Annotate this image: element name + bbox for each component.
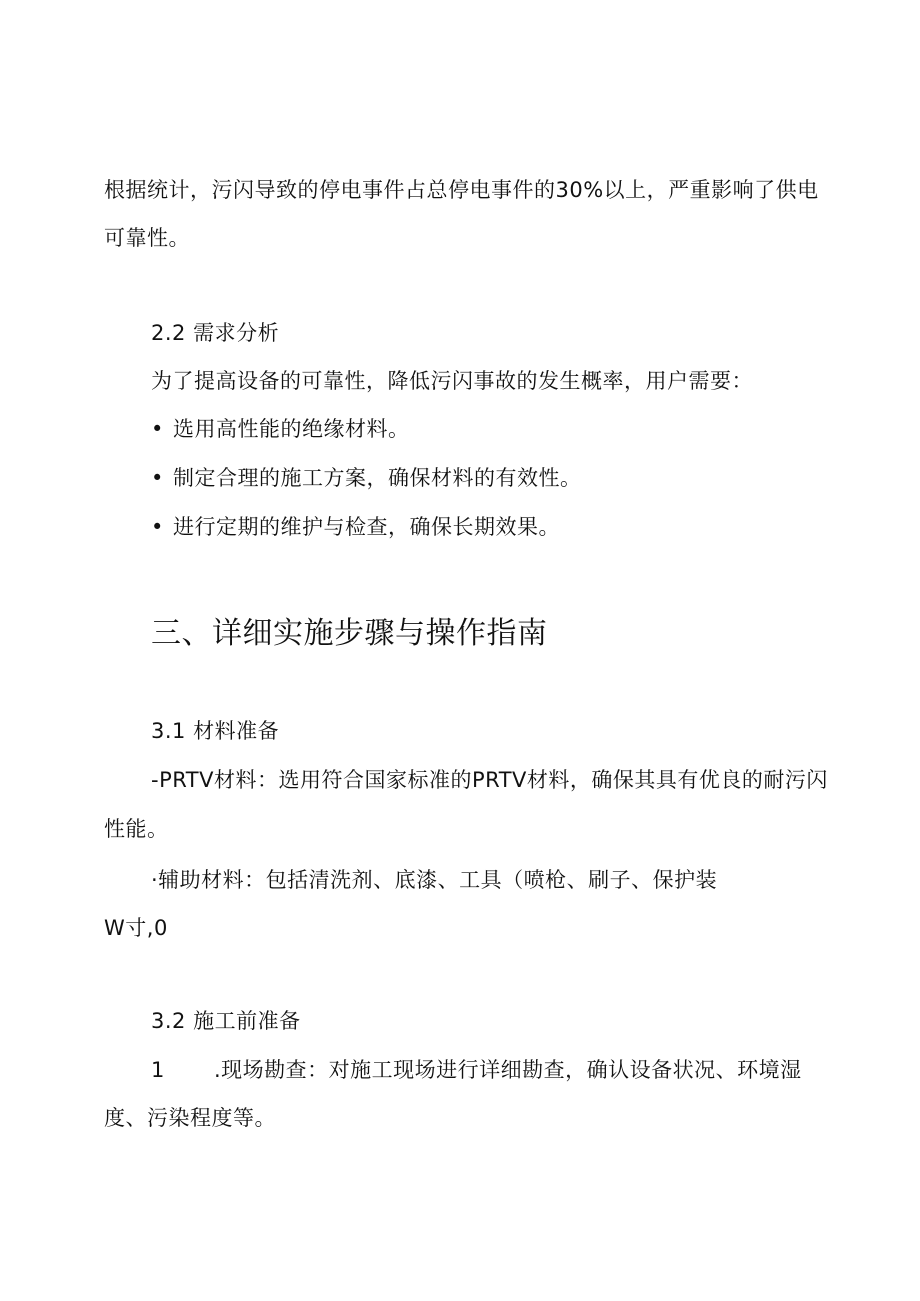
list-item: [151, 513, 560, 541]
section-heading-3-1: 3.1 材料准备: [151, 719, 280, 743]
bullet-marker: •: [151, 466, 164, 490]
list-item: [151, 415, 410, 443]
list-item-text: 选用高性能的绝缘材料。: [173, 417, 410, 441]
section-heading-3-2: 3.2 施工前准备: [151, 1009, 301, 1033]
paragraph-line: .现场勘查：对施工现场进行详细勘查，确认设备状况、环境湿: [214, 1058, 802, 1082]
list-item-text: 进行定期的维护与检查，确保长期效果。: [173, 515, 560, 539]
paragraph-line: W寸,0: [104, 916, 168, 940]
paragraph-line: 性能。: [104, 817, 169, 841]
paragraph-line: -PRTV材料：选用符合国家标准的PRTV材料，确保其具有优良的耐污闪: [151, 768, 828, 792]
paragraph-line: ·辅助材料：包括清洗剂、底漆、工具（喷枪、刷子、保护装: [151, 868, 718, 892]
paragraph-line: 为了提高设备的可靠性，降低污闪事故的发生概率，用户需要：: [151, 369, 753, 393]
bullet-marker: •: [151, 417, 164, 441]
list-item-text: 制定合理的施工方案，确保材料的有效性。: [173, 466, 582, 490]
list-item: [151, 464, 582, 492]
bullet-marker: •: [151, 515, 164, 539]
paragraph-line: 度、污染程度等。: [104, 1106, 276, 1130]
section-heading-2-2: 2.2 需求分析: [151, 321, 280, 345]
paragraph-line: 可靠性。: [104, 226, 190, 250]
paragraph-line: 根据统计，污闪导致的停电事件占总停电事件的30%以上，严重影响了供电: [104, 178, 819, 202]
step-number: 1: [151, 1058, 165, 1082]
section-heading-3: 三、详细实施步骤与操作指南: [151, 616, 548, 651]
